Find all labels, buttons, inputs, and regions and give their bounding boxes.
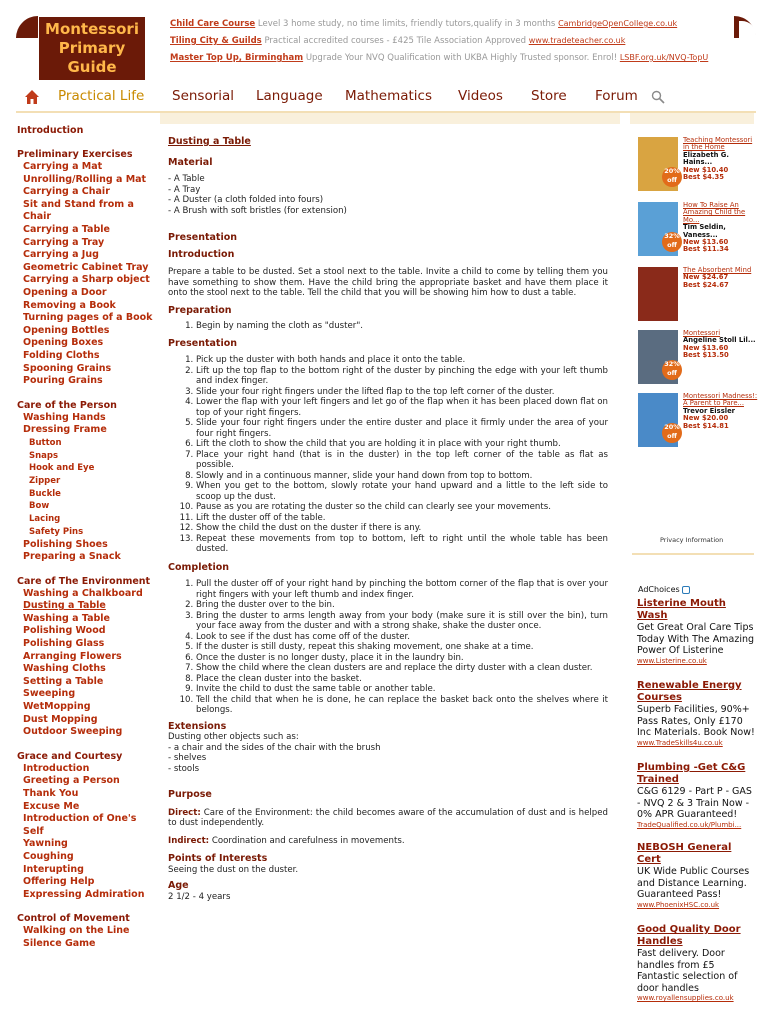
top-ad-2-link[interactable]: Tiling City & Guilds [170,36,262,46]
nav-language[interactable]: Language [256,88,323,104]
sidebar-item[interactable]: Opening a Door [23,286,107,298]
material-list [168,174,608,216]
sidebar-grace-list [17,763,155,902]
sidebar-item[interactable]: Introduction [23,762,90,774]
sidebar-item[interactable]: Sit and Stand from a Chair [23,198,134,223]
sidebar-section-person[interactable]: Care of the Person [17,399,117,411]
extensions-list [168,743,608,775]
sidebar-preliminary-list [17,161,155,388]
presentation-step: 9. When you get to the bottom, slowly rotate your hand upward and a little to the left side to scoop up the dust. [196,481,608,502]
discount-percent: 32% [664,360,680,368]
right-ad-desc: Get Great Oral Care Tips Today With The Amazing Power Of Listerine [637,622,755,656]
adchoices-icon [682,586,690,594]
extensions-heading: Extensions [168,720,227,732]
presentation-step: 7. Place your right hand (that is in the duster) in the top left corner of the table as flat as possible. [196,450,608,471]
sidebar-section-grace[interactable]: Grace and Courtesy [17,750,123,762]
completion-step: 8. Place the clean duster into the basket. [196,674,608,685]
sidebar-item[interactable]: Removing a Book [23,299,116,311]
extension-item: - a chair and the sides of the chair with the brush [168,742,381,753]
right-ad-desc: UK Wide Public Courses and Distance Learning. Guaranteed Pass! [637,866,750,900]
book-price-new: New $10.40 [683,165,729,174]
book-price-new: New $20.00 [683,414,729,423]
sidebar-item[interactable]: Lacing [29,514,61,525]
sidebar-item[interactable]: Walking on the Line [23,925,130,937]
book-title[interactable]: How To Raise An Amazing Child the Mo... [683,201,746,224]
indirect-label: Indirect: [168,835,210,846]
sidebar-item[interactable]: Folding Cloths [23,349,100,361]
presentation-steps [168,355,608,555]
sidebar-dressing-frame-list [17,437,155,539]
sidebar-item[interactable]: Carrying a Chair [23,186,110,198]
book-title[interactable]: Montessori [683,329,721,337]
book-price-new: New $13.60 [683,343,729,352]
sidebar-item[interactable]: Washing Hands [23,411,106,423]
page-title[interactable]: Dusting a Table [168,136,251,147]
main-content [168,137,608,902]
direct-text: Care of the Environment: the child becomes aware of the accumulation of dust and is helped to dust independently. [168,807,608,828]
sidebar-environment-list [17,588,155,739]
left-sidebar [17,125,155,951]
sidebar-item[interactable]: Interupting [23,863,84,875]
book-price-new: New $13.60 [683,238,729,247]
sidebar-item[interactable]: Carrying a Table [23,223,110,235]
nav-forum[interactable]: Forum [595,88,638,104]
right-ad-title[interactable]: Listerine Mouth Wash [637,598,726,621]
completion-step: 10. Tell the child that when he is done, he can replace the basket back onto the shelves where it belongs. [196,695,608,716]
top-ad-1-link[interactable]: Child Care Course [170,19,256,29]
presentation-step: 11. Lift the duster off of the table. [196,513,608,524]
presentation-step: 8. Slowly and in a continuous manner, slide your hand down from top to bottom. [196,471,608,482]
completion-step: 6. Once the duster is no longer dusty, place it in the laundry bin. [196,653,608,664]
sidebar-item[interactable]: Bow [29,501,50,512]
completion-step: 9. Invite the child to dust the same table or another table. [196,684,608,695]
sidebar-item[interactable]: Silence Game [23,937,96,949]
top-ad-2-url[interactable]: www.tradeteacher.co.uk [528,36,626,45]
sidebar-section-environment[interactable]: Care of The Environment [17,575,151,587]
logo-line-1: Montessori [45,20,139,38]
sidebar-item[interactable]: Polishing Shoes [23,538,108,550]
presentation-step: 6. Lift the cloth to show the child that you are holding it in place with your right thumb. [196,439,608,450]
sidebar-item[interactable]: Button [29,437,62,448]
discount-word: off [667,432,677,440]
right-ad-url[interactable]: www.PhoenixHSC.co.uk [637,900,720,909]
presentation-step: 13. Repeat these movements from top to bottom, left to right until the whole table has been dusted. [196,534,608,555]
sidebar-item[interactable]: Excuse Me [23,800,80,812]
book-author: Angeline Stoll Lil... [683,336,756,345]
completion-heading: Completion [168,561,229,573]
book-info [683,202,758,254]
points-heading: Points of Interests [168,853,268,864]
right-header-band [630,113,754,124]
completion-step: 1. Pull the duster off of your right hand by pinching the bottom corner of the flap that is over your right fingers with your left thumb and index finger. [196,579,608,600]
preparation-heading: Preparation [168,304,232,316]
right-ad [637,598,757,666]
sidebar-item[interactable]: Carrying a Mat [23,161,103,172]
discount-percent: 20% [664,167,680,175]
book-price-best: Best $13.50 [683,351,729,360]
sidebar-item[interactable]: WetMopping [23,701,91,713]
presentation-step: 12. Show the child the dust on the duster if there is any. [196,523,608,534]
completion-step: 5. If the duster is still dusty, repeat this shaking movement, one shake at a time. [196,642,608,653]
privacy-divider [632,553,754,555]
introduction-heading: Introduction [168,248,235,260]
top-ad-3 [170,52,730,64]
purpose-indirect [168,836,608,847]
book-title[interactable]: Teaching Montessori in the Home [683,136,753,152]
book-title[interactable]: Montessori Madness!: A Parent to Pare... [683,392,758,408]
presentation-step: 2. Lift up the top flap to the bottom right of the duster by pinching the edge with your left thumb and index finger. [196,366,608,387]
sidebar-item[interactable]: Dust Mopping [23,713,98,725]
presentation-steps-heading: Presentation [168,337,237,349]
sidebar-item[interactable]: Greeting a Person [23,775,120,787]
sidebar-item[interactable]: Setting a Table [23,675,104,687]
sidebar-item[interactable]: Yawning [23,838,68,850]
presentation-step: 1. Pick up the duster with both hands and place it onto the table. [196,355,608,366]
logo-line-3: Guide [67,58,117,76]
completion-step: 3. Bring the duster to arms length away from your body (make sure it is still over the bin), turn your face away from the duster and with a strong shake, shake the duster once. [196,611,608,632]
discount-percent: 32% [664,232,680,240]
right-ad [637,762,757,830]
sidebar-person-list-2 [17,539,155,564]
preparation-steps [168,321,608,332]
sidebar-item[interactable]: Preparing a Snack [23,551,121,563]
home-icon[interactable] [24,89,40,105]
right-ad [637,924,757,1003]
right-ad-title[interactable]: Good Quality Door Handles [637,924,741,947]
sidebar-item[interactable]: Thank You [23,788,79,799]
logo-line-2: Primary [58,39,126,57]
material-heading: Material [168,156,213,168]
sidebar-movement-list [17,925,155,950]
adchoices-label: AdChoices [638,585,680,594]
direct-label: Direct: [168,807,201,818]
discount-word: off [667,369,677,377]
book-author: Trevor Eissler [683,406,736,415]
top-ad-2-desc: Practical accredited courses - £425 Tile Association Approved [264,36,527,46]
purpose-heading: Purpose [168,789,212,800]
nav-videos[interactable]: Videos [458,88,503,104]
right-ad-url[interactable]: www.TradeSkills4u.co.uk [637,738,723,747]
site-logo[interactable] [39,17,145,80]
extension-item: - shelves [168,753,207,763]
discount-badge [662,167,682,187]
top-ad-block [170,18,730,69]
presentation-step: 4. Lower the flap with your left fingers and let go of the flap when it has been placed down flat on top of your right fingers. [196,397,608,418]
extensions-intro: Dusting other objects such as: [168,732,299,742]
sidebar-item[interactable]: Arranging Flowers [23,650,122,662]
discount-badge [662,360,682,380]
book-price-best: Best $14.81 [683,421,729,430]
sidebar-item[interactable]: Carrying a Sharp object [23,274,150,286]
sidebar-item[interactable]: Coughing [23,850,74,862]
sidebar-item[interactable]: Sweeping [23,688,76,700]
search-icon[interactable] [651,90,665,104]
book-title[interactable]: The Absorbent Mind [683,266,752,274]
top-ad-3-link[interactable]: Master Top Up, Birmingham [170,53,304,63]
right-ad [637,842,757,910]
sidebar-item[interactable]: Outdoor Sweeping [23,726,123,738]
right-ad-title[interactable]: NEBOSH General Cert [637,842,732,865]
sidebar-item[interactable]: Hook and Eye [29,463,95,474]
sidebar-item[interactable]: Opening Boxes [23,337,104,349]
right-ad [637,680,757,748]
top-ad-1-desc: Level 3 home study, no time limits, friendly tutors,qualify in 3 months [257,19,556,29]
completion-step: 2. Bring the duster over to the bin. [196,600,608,611]
indirect-text: Coordination and carefulness in movements. [211,835,405,846]
top-ad-2 [170,35,730,47]
completion-step: 4. Look to see if the dust has come off of the duster. [196,632,608,643]
sidebar-item[interactable]: Polishing Wood [23,625,106,637]
nav-mathematics[interactable]: Mathematics [345,88,432,104]
extension-item: - stools [168,763,200,774]
top-ad-1-url[interactable]: CambridgeOpenCollege.co.uk [558,19,678,28]
sidebar-item[interactable]: Dressing Frame [23,424,107,436]
sidebar-item[interactable]: Unrolling/Rolling a Mat [23,173,147,185]
sidebar-item[interactable]: Zipper [29,475,61,486]
right-ad-title[interactable]: Plumbing -Get C&G Trained [637,762,746,785]
book-info [683,330,758,360]
header-corner-right [734,16,756,38]
sidebar-item[interactable]: Washing Cloths [23,663,106,675]
presentation-step: 5. Slide your four right fingers under the entire duster and place it firmly under the area of your four right fingers. [196,418,608,439]
right-ad-title[interactable]: Renewable Energy Courses [637,680,742,703]
book-author: Elizabeth G. Hains... [683,150,729,167]
sidebar-item[interactable]: Carrying a Jug [23,249,99,261]
right-ad-desc: C&G 6129 - Part P - GAS - NVQ 2 & 3 Train Now - 0% APR Guaranteed! [637,786,752,820]
nav-store[interactable]: Store [531,88,567,104]
book-author: Tim Seldin, Vaness... [683,223,726,239]
material-item: - A Brush with soft bristles (for extension) [168,205,347,216]
book-price-best: Best $24.67 [683,280,729,289]
book-price-best: Best $4.35 [683,173,724,182]
nav-sensorial[interactable]: Sensorial [172,88,235,104]
privacy-link[interactable]: Privacy Information [660,536,724,544]
sidebar-item[interactable]: Carrying a Tray [23,236,105,248]
completion-step: 7. Show the child where the clean dusters are and replace the dirty duster with a clean duster. [196,663,608,674]
discount-badge [662,423,682,443]
nav-practical-life[interactable]: Practical Life [58,88,145,104]
book-info [683,137,758,181]
book-info [683,393,758,430]
material-item: - A Table [168,174,205,184]
sidebar-item[interactable]: Safety Pins [29,526,84,537]
sidebar-item[interactable]: Turning pages of a Book [23,312,153,324]
sidebar-section-preliminary[interactable]: Preliminary Exercises [17,149,133,160]
sidebar-section-movement[interactable]: Control of Movement [17,913,130,925]
presentation-heading: Presentation [168,232,237,243]
age-heading: Age [168,880,189,891]
sidebar-item[interactable]: Snaps [29,450,59,461]
sidebar-item[interactable]: Introduction of One's Self [23,813,137,837]
presentation-step: 3. Slide your four right fingers under the lifted flap to the top left corner of the duster. [196,387,608,398]
sidebar-item[interactable]: Polishing Glass [23,638,105,650]
purpose-direct [168,808,608,829]
sidebar-item[interactable]: Pouring Grains [23,375,103,387]
book-price-new: New $24.67 [683,273,729,282]
book-info [683,267,758,289]
sidebar-person-list [17,412,155,437]
discount-percent: 20% [664,423,680,431]
sidebar-item[interactable]: Buckle [29,488,61,499]
introduction-text: Prepare a table to be dusted. Set a stool next to the table. Invite a child to come by telling them you have something to show them. Have the child bring the appropriate basket and have them place it onto the stool next to the table. Tell the child that you will be showing him how to dust a table. [168,267,608,298]
right-ad-url[interactable]: www.royallensupplies.co.uk [637,994,734,1002]
main-nav [0,85,768,113]
sidebar-item[interactable]: Washing a Chalkboard [23,587,143,599]
sidebar-item[interactable]: Offering Help [23,876,95,888]
top-ad-1 [170,18,730,30]
completion-steps [168,579,608,716]
presentation-step: 10. Pause as you are rotating the duster so the child can clearly see your movements. [196,502,608,513]
sidebar-item[interactable]: Geometric Cabinet Tray [23,261,149,273]
sidebar-introduction[interactable]: Introduction [17,125,84,136]
sidebar-item[interactable]: Opening Bottles [23,324,110,336]
right-ad-desc: Fast delivery. Door handles from £5 Fantastic selection of door handles [637,948,738,994]
book-cover[interactable] [638,267,678,321]
age-text: 2 1/2 - 4 years [168,891,231,902]
top-ad-3-desc: Upgrade Your NVQ Qualification with UKBA Highly Trusted sponsor. Enrol! [305,53,618,63]
sidebar-item[interactable]: Spooning Grains [23,362,112,374]
right-ad-url[interactable]: www.Listerine.co.uk [637,656,707,665]
right-ad-url[interactable]: TradeQualified.co.uk/Plumbi... [637,820,742,829]
book-price-best: Best $11.34 [683,245,729,254]
sidebar-item[interactable]: Dusting a Table [23,600,106,612]
preparation-step: 1. Begin by naming the cloth as "duster". [196,321,608,332]
right-ad-desc: Superb Facilities, 90%+ Pass Rates, Only £170 Inc Materials. Book Now! [637,704,755,738]
sidebar-item[interactable]: Washing a Table [23,612,110,624]
points-text: Seeing the dust on the duster. [168,864,299,875]
material-item: - A Tray [168,184,201,195]
discount-badge [662,232,682,252]
material-item: - A Duster (a cloth folded into fours) [168,195,324,205]
sidebar-item[interactable]: Expressing Admiration [23,888,145,900]
top-ad-3-url[interactable]: LSBF.org.uk/NVQ-TopU [619,53,709,62]
discount-word: off [667,241,677,249]
header-corner-left [16,16,38,38]
adchoices[interactable] [638,585,690,594]
content-header-band [160,113,620,124]
discount-word: off [667,176,677,184]
